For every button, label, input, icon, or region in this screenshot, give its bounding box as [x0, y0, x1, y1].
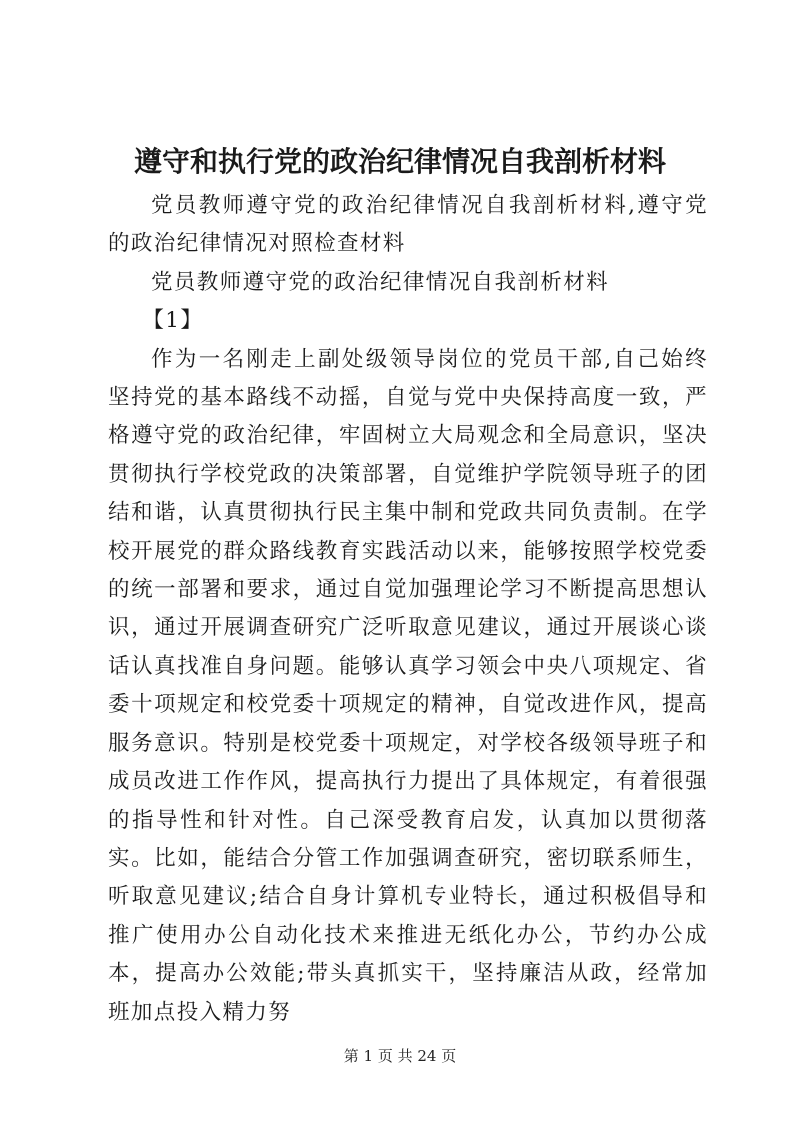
- paragraph-body: 作为一名刚走上副处级领导岗位的党员干部,自己始终坚持党的基本路线不动摇，自觉与党中央保持高度一致，严格遵守党的政治纪律，牢固树立大局观念和全局意识，坚决贯彻执行学校党政的决策部署，自觉维护学院领导班子的团结和谐，认真贯彻执行民主集中制和党政共同负责制。在学校开展党的群众路线教育实践活动以来，能够按照学校党委的统一部署和要求，通过自觉加强理论学习不断提高思想认识，通过开展调查研究广泛听取意见建议，通过开展谈心谈话认真找准自身问题。能够认真学习领会中央八项规定、省委十项规定和校党委十项规定的精神，自觉改进作风，提高服务意识。特别是校党委十项规定，对学校各级领导班子和成员改进工作作风，提高执行力提出了具体规定，有着很强的指导性和针对性。自己深受教育启发，认真加以贯彻落实。比如，能结合分管工作加强调查研究，密切联系师生，听取意见建议;结合自身计算机专业特长，通过积极倡导和推广使用办公自动化技术来推进无纸化办公，节约办公成本，提高办公效能;带头真抓实干，坚持廉洁从政，经常加班加点投入精力努: [108, 346, 708, 1025]
- paragraph-subtitle: 党员教师遵守党的政治纪律情况自我剖析材料,遵守党的政治纪律情况对照检查材料: [108, 193, 708, 257]
- document-title: 遵守和执行党的政治纪律情况自我剖析材料: [133, 145, 666, 178]
- paragraph-heading: 党员教师遵守党的政治纪律情况自我剖析材料: [151, 269, 610, 295]
- page-footer: 第 1 页 共 24 页: [343, 1047, 457, 1065]
- section-number: 【1】: [142, 308, 204, 334]
- document-body: [108, 187, 708, 1032]
